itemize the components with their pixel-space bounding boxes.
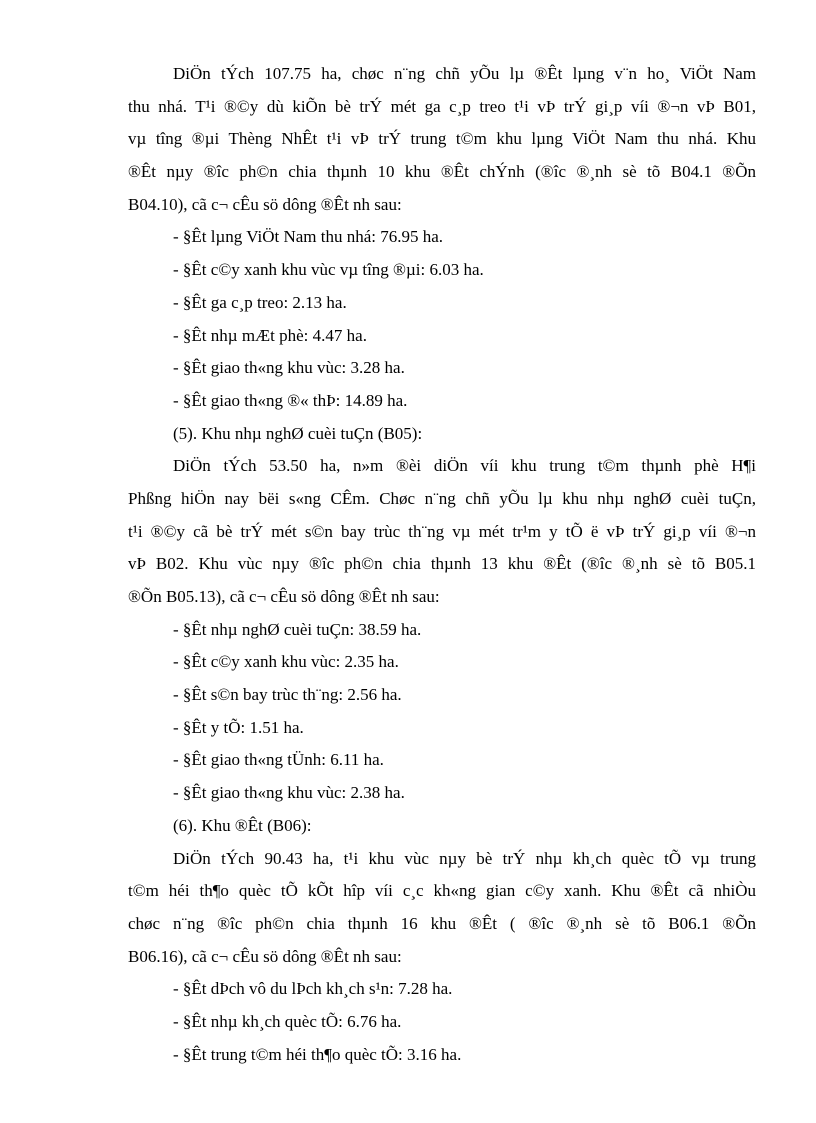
paragraph-line: chøc n¨ng ®îc ph©n chia thµnh 16 khu ®Êt ( ®îc ®¸nh sè tõ B06.1 ®Õn (128, 913, 756, 933)
paragraph-line: DiÖn tÝch 107.75 ha, chøc n¨ng chñ yÕu lµ ®Êt lµng v¨n ho¸ ViÖt Nam (173, 64, 756, 83)
list-item: - §Êt c©y xanh khu vùc vµ tîng ®µi: 6.03 ha. (173, 260, 484, 280)
list-item: - §Êt giao th«ng khu vùc: 3.28 ha. (173, 358, 405, 378)
paragraph-b05 (128, 450, 756, 613)
paragraph-b04 (128, 58, 756, 221)
list-item: - §Êt trung t©m héi th¶o quèc tÕ: 3.16 ha. (173, 1044, 462, 1064)
paragraph-line: ®Êt nµy ®îc ph©n chia thµnh 10 khu ®Êt chÝnh (®îc ®¸nh sè tõ B04.1 ®Õn (128, 162, 756, 182)
paragraph-line: DiÖn tÝch 53.50 ha, n»m ®èi diÖn víi khu trung t©m thµnh phè H¶i (173, 456, 756, 476)
paragraph-line: ®Õn B05.13), cã c¬ cÊu sö dông ®Êt nh sau: (128, 587, 440, 606)
list-item: - §Êt lµng ViÖt Nam thu nhá: 76.95 ha. (173, 227, 444, 247)
paragraph-line: B04.10), cã c¬ cÊu sö dông ®Êt nh sau: (128, 194, 402, 214)
document-body (128, 58, 756, 1071)
list-item: - §Êt y tÕ: 1.51 ha. (173, 717, 304, 737)
section-heading-b05: (5). Khu nhµ nghØ cuèi tuÇn (B05): (173, 423, 423, 443)
paragraph-line: DiÖn tÝch 90.43 ha, t¹i khu vùc nµy bè trÝ nhµ kh¸ch quèc tÕ vµ trung (173, 848, 756, 868)
list-item: - §Êt dÞch vô du lÞch kh¸ch s¹n: 7.28 ha. (173, 979, 453, 999)
paragraph-line: t¹i ®©y cã bè trÝ mét s©n bay trùc th¨ng vµ mét tr¹m y tÕ ë vÞ trÝ gi¸p víi ®¬n (128, 521, 756, 541)
paragraph-line: B06.16), cã c¬ cÊu sö dông ®Êt nh sau: (128, 946, 402, 966)
list-item: - §Êt c©y xanh khu vùc: 2.35 ha. (173, 652, 399, 672)
list-item: - §Êt nhµ kh¸ch quèc tÕ: 6.76 ha. (173, 1011, 402, 1031)
list-item: - §Êt giao th«ng ®« thÞ: 14.89 ha. (173, 390, 408, 410)
list-item: - §Êt s©n bay trùc th¨ng: 2.56 ha. (173, 685, 402, 705)
paragraph-line: vµ tîng ®µi Thèng NhÊt t¹i vÞ trÝ trung t©m khu lµng ViÖt Nam thu nhá. Khu (128, 129, 756, 149)
list-b06 (128, 973, 756, 1071)
list-b05 (128, 614, 756, 810)
list-item: - §Êt nhµ nghØ cuèi tuÇn: 38.59 ha. (173, 619, 422, 639)
paragraph-line: vÞ B02. Khu vùc nµy ®îc ph©n chia thµnh 13 khu ®Êt (®îc ®¸nh sè tõ B05.1 (128, 554, 756, 574)
list-item: - §Êt nhµ mÆt phè: 4.47 ha. (173, 325, 367, 345)
paragraph-line: Phßng hiÖn nay bëi s«ng CÊm. Chøc n¨ng chñ yÕu lµ khu nhµ nghØ cuèi tuÇn, (128, 488, 756, 508)
paragraph-line: thu nhá. T¹i ®©y dù kiÕn bè trÝ mét ga c¸p treo t¹i vÞ trÝ gi¸p víi ®¬n vÞ B01, (128, 96, 756, 116)
list-item: - §Êt ga c¸p treo: 2.13 ha. (173, 292, 347, 312)
list-item: - §Êt giao th«ng tÜnh: 6.11 ha. (173, 750, 384, 770)
paragraph-b06 (128, 843, 756, 974)
section-heading-b06: (6). Khu ®Êt (B06): (173, 815, 312, 835)
paragraph-line: t©m héi th¶o quèc tÕ kÕt hîp víi c¸c kh«ng gian c©y xanh. Khu ®Êt cã nhiÒu (128, 881, 756, 901)
list-b04 (128, 221, 756, 417)
list-item: - §Êt giao th«ng khu vùc: 2.38 ha. (173, 783, 405, 803)
